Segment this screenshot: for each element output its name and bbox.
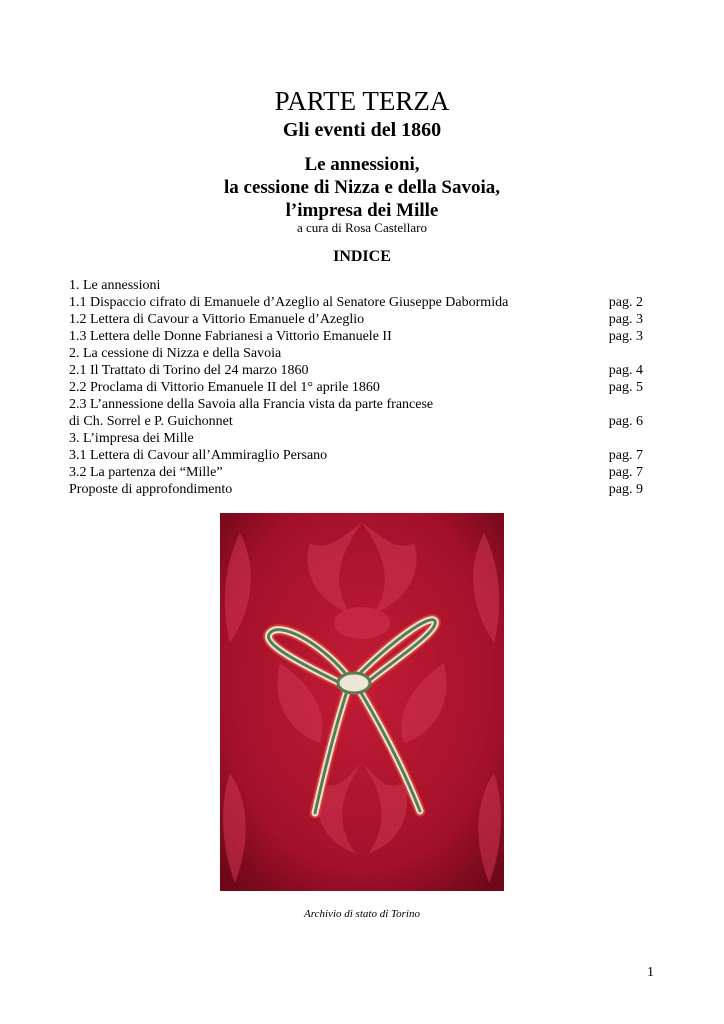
toc-entry <box>69 362 643 379</box>
toc-entry-title: 3. L’impresa dei Mille <box>69 431 194 446</box>
toc-entry <box>69 311 643 328</box>
toc-entry <box>69 379 643 396</box>
toc-entry-page: pag. 3 <box>608 312 643 327</box>
toc-entry-page: pag. 7 <box>608 448 643 463</box>
toc-entry-page: pag. 3 <box>608 329 643 344</box>
toc-entry <box>69 277 643 294</box>
toc-entry-title: 3.1 Lettera di Cavour all’Ammiraglio Persano <box>69 448 328 463</box>
toc-entry-title: 1. Le annessioni <box>69 278 161 293</box>
section-heading-line: la cessione di Nizza e della Savoia, <box>223 177 500 198</box>
toc-entry <box>69 396 643 413</box>
toc-entry-page: pag. 4 <box>608 363 643 378</box>
toc-entry-page: pag. 5 <box>608 380 643 395</box>
toc-entry-title: 1.2 Lettera di Cavour a Vittorio Emanuele d’Azeglio <box>69 312 365 327</box>
toc-entry-title: Proposte di approfondimento <box>69 482 233 497</box>
curator-credit: a cura di Rosa Castellaro <box>297 220 427 235</box>
toc-entry-title: 2.3 L’annessione della Savoia alla Francia vista da parte francese <box>69 397 434 412</box>
part-subtitle: Gli eventi del 1860 <box>282 119 442 141</box>
toc-entry <box>69 481 643 498</box>
toc-entry-page: pag. 6 <box>608 414 643 429</box>
toc-entry-title: 2.2 Proclama di Vittorio Emanuele II del 1° aprile 1860 <box>69 380 380 395</box>
table-of-contents <box>69 277 643 498</box>
toc-entry-page: pag. 2 <box>608 295 643 310</box>
section-heading-line: l’impresa dei Mille <box>285 200 439 221</box>
page-number: 1 <box>647 965 654 980</box>
toc-entry <box>69 447 643 464</box>
toc-entry <box>69 413 643 430</box>
toc-entry-title: di Ch. Sorrel e P. Guichonnet <box>69 414 233 429</box>
ribbon-photo-image <box>220 513 504 891</box>
toc-entry-title: 2. La cessione di Nizza e della Savoia <box>69 346 282 361</box>
toc-entry <box>69 464 643 481</box>
photo-tricolour-ribbon <box>220 513 504 891</box>
toc-entry-title: 1.1 Dispaccio cifrato di Emanuele d’Azeglio al Senatore Giuseppe Dabormida <box>69 295 509 310</box>
toc-entry <box>69 345 643 362</box>
toc-entry-title: 3.2 La partenza dei “Mille” <box>69 465 223 480</box>
section-heading-line: Le annessioni, <box>304 154 420 175</box>
toc-entry-title: 2.1 Il Trattato di Torino del 24 marzo 1860 <box>69 363 309 378</box>
toc-entry <box>69 328 643 345</box>
toc-entry-page: pag. 7 <box>608 465 643 480</box>
toc-entry <box>69 430 643 447</box>
section-heading <box>0 153 724 222</box>
toc-entry-title: 1.3 Lettera delle Donne Fabrianesi a Vittorio Emanuele II <box>69 329 392 344</box>
index-heading: INDICE <box>333 248 391 265</box>
photo-caption: Archivio di stato di Torino <box>304 908 420 920</box>
part-title: PARTE TERZA <box>274 86 450 116</box>
toc-entry <box>69 294 643 311</box>
toc-entry-page: pag. 9 <box>608 482 643 497</box>
